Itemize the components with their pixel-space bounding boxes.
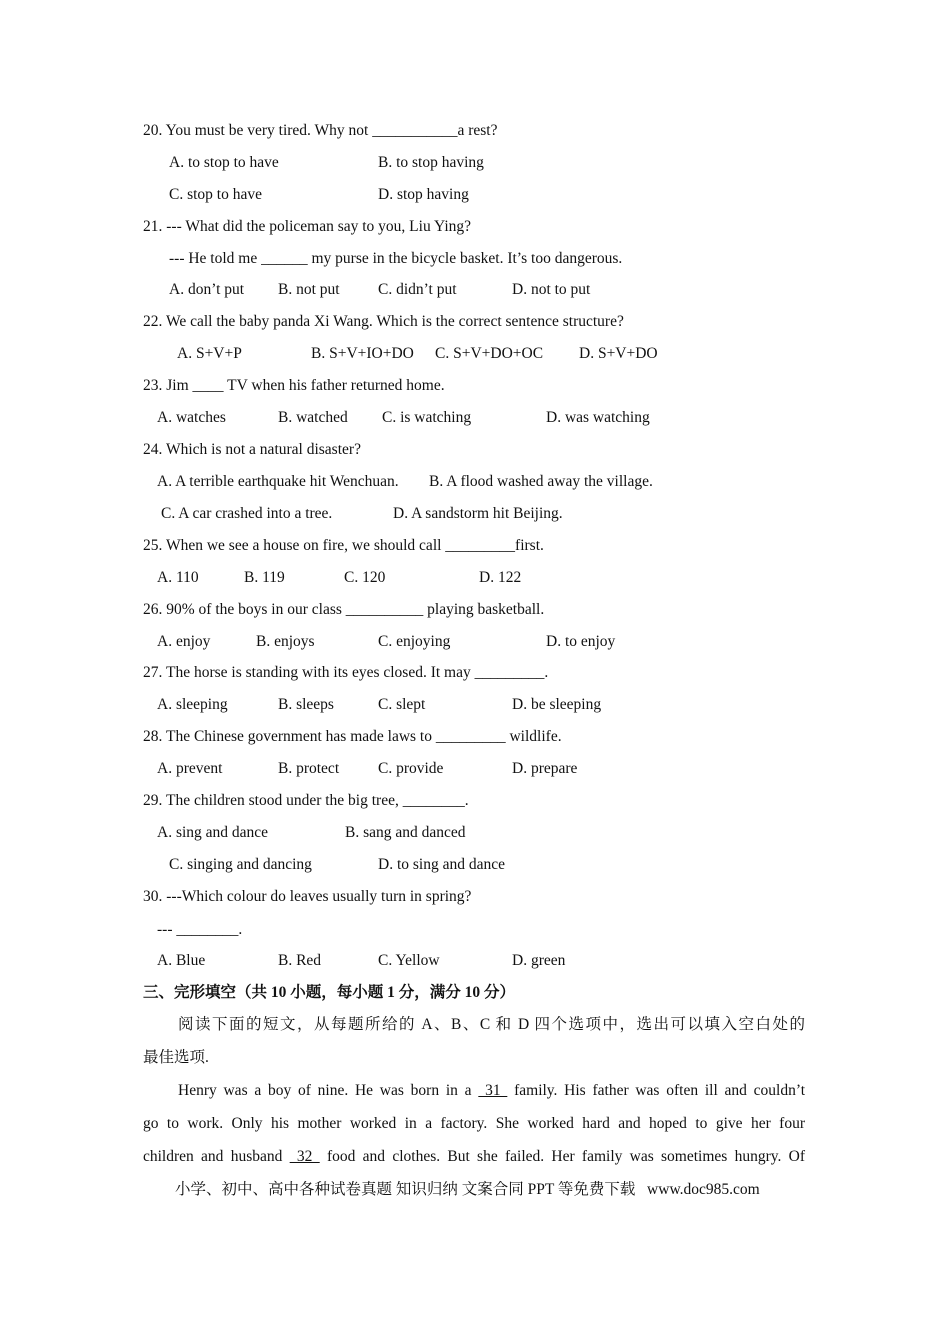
passage-line-1: [178, 1081, 805, 1101]
option: B. watched: [278, 409, 348, 426]
option: D. A sandstorm hit Beijing.: [393, 505, 563, 522]
passage-text: Henry was a boy of nine. He was born in a: [178, 1082, 472, 1099]
option: C. is watching: [382, 409, 472, 426]
section-instruction: 阅读下面的短文，从每题所给的 A、B、C 和 D 四个选项中，选出可以填入空白处的: [178, 1016, 805, 1033]
option: D. was watching: [546, 409, 650, 426]
question-24-stem: 24. Which is not a natural disaster?: [143, 441, 361, 458]
option: D. to enjoy: [546, 633, 616, 650]
option: C. Yellow: [378, 952, 440, 969]
option: C. A car crashed into a tree.: [161, 505, 333, 522]
option: D. S+V+DO: [579, 345, 658, 362]
option: A. to stop to have: [169, 154, 279, 171]
option: B. A flood washed away the village.: [429, 473, 653, 490]
passage-line-3: [143, 1147, 805, 1167]
option: A. don’t put: [169, 281, 245, 298]
option: A. 110: [157, 569, 199, 586]
question-21-stem: 21. --- What did the policeman say to you, Liu Ying?: [143, 218, 472, 235]
option: C. 120: [344, 569, 386, 586]
question-30-reply: --- ________.: [157, 921, 243, 938]
passage-line-2: go to work. Only his mother worked in a factory. She worked hard and hoped to give her four: [143, 1115, 805, 1132]
page-footer: 小学、初中、高中各种试卷真题 知识归纳 文案合同 PPT 等免费下载 www.doc985.com: [175, 1181, 760, 1198]
question-21-reply: --- He told me ______ my purse in the bicycle basket. It’s too dangerous.: [169, 250, 623, 267]
option: C. provide: [378, 760, 444, 777]
option: A. Blue: [157, 952, 206, 969]
option: B. sang and danced: [345, 824, 466, 841]
blank-32: 32: [289, 1148, 320, 1165]
option: D. to sing and dance: [378, 856, 505, 873]
option: B. to stop having: [378, 154, 484, 171]
option: C. slept: [378, 696, 426, 713]
question-26-stem: 26. 90% of the boys in our class __________ playing basketball.: [143, 601, 545, 618]
option: D. be sleeping: [512, 696, 602, 713]
passage-text: food and clothes. But she failed. Her family was sometimes hungry. Of: [326, 1148, 806, 1165]
option: A. watches: [157, 409, 226, 426]
option: A. sing and dance: [157, 824, 269, 841]
passage-text: family. His father was often ill and couldn’t: [514, 1082, 806, 1099]
option: C. stop to have: [169, 186, 262, 203]
option: B. enjoys: [256, 633, 315, 650]
option: B. Red: [278, 952, 322, 969]
option: C. S+V+DO+OC: [435, 345, 544, 362]
option: A. prevent: [157, 760, 223, 777]
option: C. enjoying: [378, 633, 451, 650]
option: A. S+V+P: [177, 345, 242, 362]
option: C. didn’t put: [378, 281, 457, 298]
option: B. not put: [278, 281, 340, 298]
option: D. stop having: [378, 186, 469, 203]
question-20-stem: 20. You must be very tired. Why not ___________a rest?: [143, 122, 498, 139]
question-27-stem: 27. The horse is standing with its eyes closed. It may _________.: [143, 664, 549, 681]
question-30-stem: 30. ---Which colour do leaves usually turn in spring?: [143, 888, 472, 905]
option: A. enjoy: [157, 633, 211, 650]
section-instruction-cont: 最佳选项.: [143, 1049, 209, 1066]
question-28-stem: 28. The Chinese government has made laws to _________ wildlife.: [143, 728, 562, 745]
question-23-stem: 23. Jim ____ TV when his father returned home.: [143, 377, 445, 394]
question-25-stem: 25. When we see a house on fire, we should call _________first.: [143, 537, 544, 554]
passage-text: children and husband: [143, 1148, 283, 1165]
option: B. S+V+IO+DO: [311, 345, 414, 362]
option: D. green: [512, 952, 566, 969]
question-22-stem: 22. We call the baby panda Xi Wang. Which is the correct sentence structure?: [143, 313, 624, 330]
option: C. singing and dancing: [169, 856, 312, 873]
option: D. not to put: [512, 281, 591, 298]
question-29-stem: 29. The children stood under the big tree, ________.: [143, 792, 469, 809]
option: A. sleeping: [157, 696, 228, 713]
option: A. A terrible earthquake hit Wenchuan.: [157, 473, 399, 490]
option: B. sleeps: [278, 696, 334, 713]
option: D. prepare: [512, 760, 578, 777]
option: B. protect: [278, 760, 340, 777]
option: D. 122: [479, 569, 522, 586]
blank-31: 31: [478, 1082, 508, 1099]
section-heading: 三、完形填空（共 10 小题，每小题 1 分，满分 10 分）: [143, 984, 516, 1001]
option: B. 119: [244, 569, 285, 586]
